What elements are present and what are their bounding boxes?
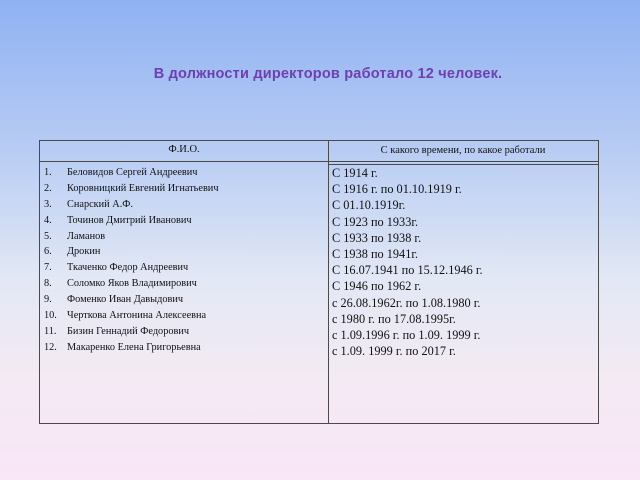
director-name: Точинов Дмитрий Иванович [67, 214, 192, 226]
director-name: Коровницкий Евгений Игнатьевич [67, 182, 219, 194]
item-number: 8. [44, 278, 52, 290]
period-item: с 1.09.1996 г. по 1.09. 1999 г. [332, 327, 481, 342]
list-item [44, 276, 326, 292]
director-name: Макаренко Елена Григорьевна [67, 341, 201, 353]
item-number: 9. [44, 294, 52, 306]
director-name: Черткова Антонина Алексеевна [67, 310, 207, 322]
period-item: с 26.08.1962г. по 1.08.1980 г. [332, 295, 481, 310]
list-item [44, 181, 326, 197]
column-header-period: С какого времени, по какое работали [380, 145, 546, 156]
column-divider [328, 141, 329, 423]
director-name: Ткаченко Федор Андреевич [67, 262, 189, 274]
director-name: Бизин Геннадий Федорович [67, 325, 190, 337]
periods-list [332, 165, 596, 359]
director-name: Снарский А.Ф. [67, 198, 133, 210]
period-item: с 1.09. 1999 г. по 2017 г. [332, 344, 456, 359]
director-name: Соломко Яков Владимирович [67, 278, 197, 290]
list-item [44, 165, 326, 181]
item-number: 4. [44, 214, 52, 226]
period-item: С 1933 по 1938 г. [332, 230, 422, 245]
directors-table [39, 140, 599, 424]
list-item [44, 213, 326, 229]
item-number: 7. [44, 262, 52, 274]
item-number: 10. [44, 310, 57, 322]
item-number: 6. [44, 246, 52, 258]
header-divider-right [328, 161, 598, 162]
director-name: Фоменко Иван Давыдович [67, 294, 184, 306]
period-item: С 1916 г. по 01.10.1919 г. [332, 182, 462, 197]
period-item: С 1938 по 1941г. [332, 246, 419, 261]
item-number: 5. [44, 230, 52, 242]
director-name: Дрокин [67, 246, 101, 258]
period-item: С 16.07.1941 по 15.12.1946 г. [332, 263, 483, 278]
list-item [44, 324, 326, 340]
item-number: 12. [44, 341, 57, 353]
item-number: 3. [44, 198, 52, 210]
period-item: С 1914 г. [332, 166, 378, 180]
item-number: 11. [44, 325, 57, 337]
period-item: С 01.10.1919г. [332, 198, 406, 213]
director-name: Ламанов [67, 230, 106, 242]
list-item [44, 244, 326, 260]
item-number: 2. [44, 182, 52, 194]
director-name: Беловидов Сергей Андреевич [67, 167, 198, 178]
list-item [44, 340, 326, 356]
page-title: В должности директоров работало 12 человек. [153, 66, 503, 82]
list-item [44, 229, 326, 245]
list-item [44, 308, 326, 324]
list-item [44, 292, 326, 308]
names-list [44, 165, 326, 356]
period-item: с 1980 г. по 17.08.1995г. [332, 311, 456, 326]
column-header-name: Ф.И.О. [168, 144, 200, 155]
period-item: С 1946 по 1962 г. [332, 279, 422, 294]
list-item [44, 260, 326, 276]
item-number: 1. [44, 167, 52, 178]
period-item: С 1923 по 1933г. [332, 214, 419, 229]
list-item [44, 197, 326, 213]
header-divider-left [40, 161, 328, 162]
